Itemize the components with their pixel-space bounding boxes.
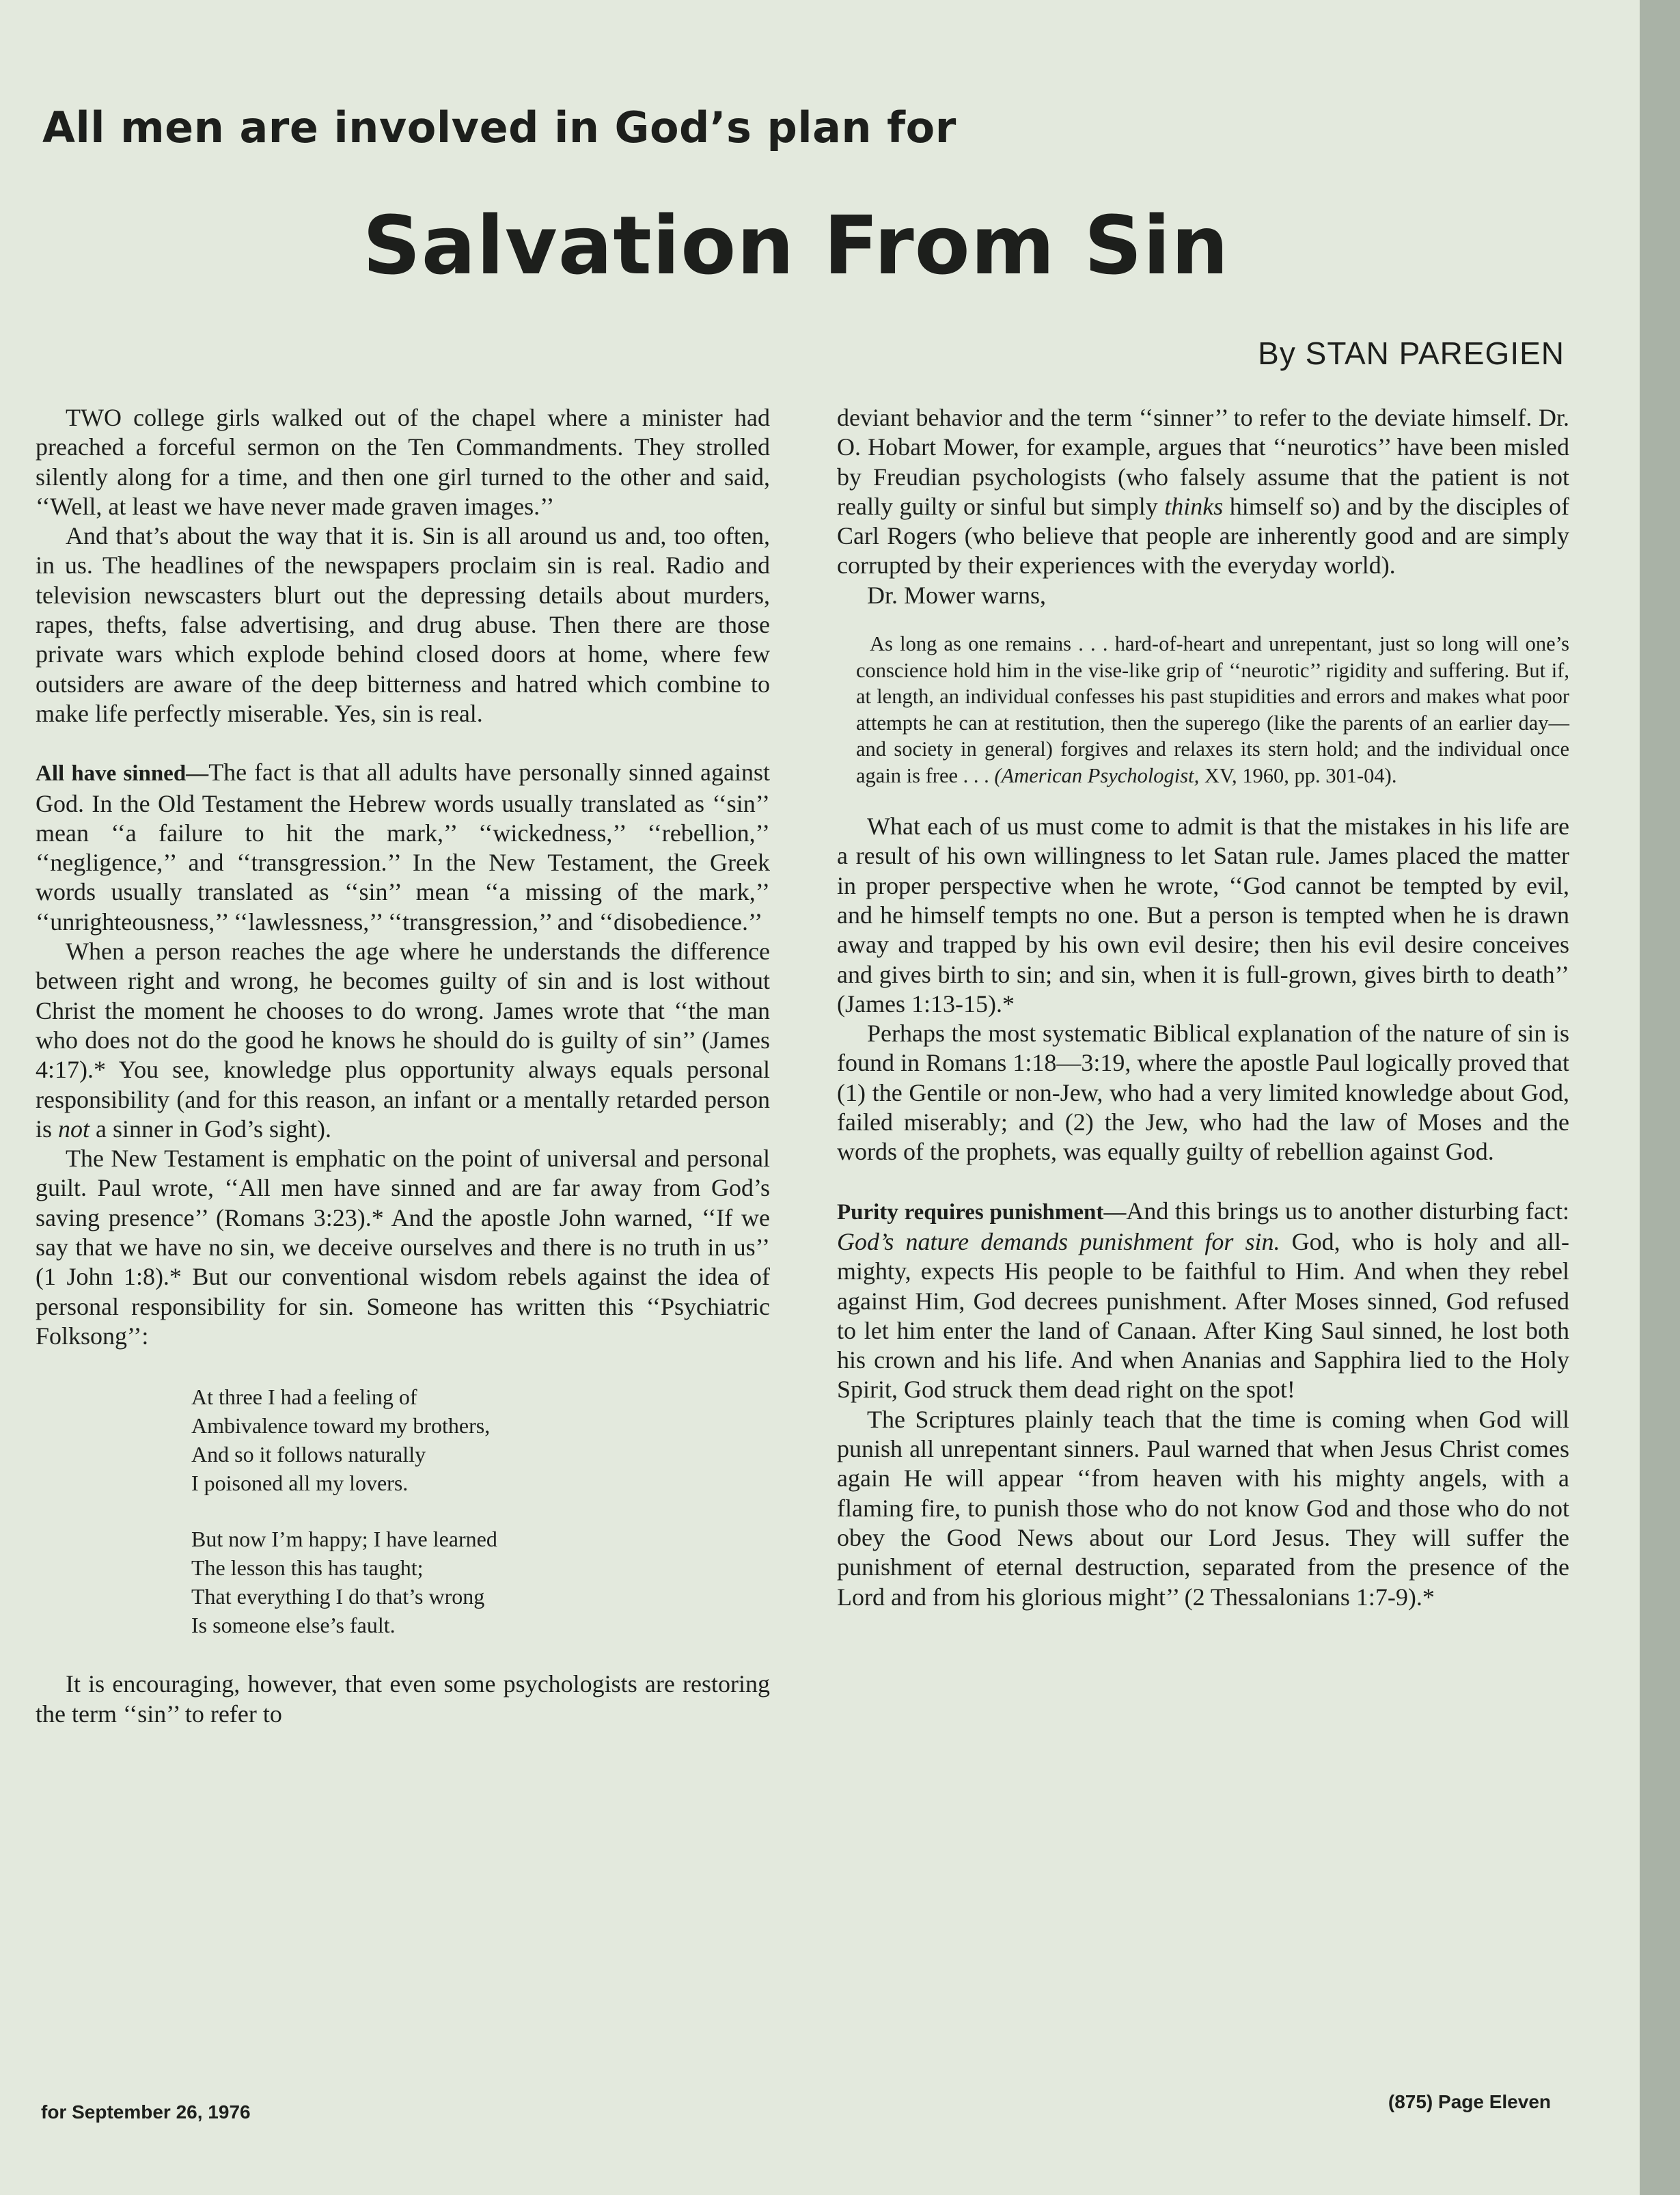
- quote-text-span: As long as one remains . . . hard-of-heart and unrepentant, just so long will one’s conscience hold him in the vise-like grip of ‘‘neurotic’’ rigidity and suffering. But if, at length, an individual confesses his past stupidities and errors and makes what poor attempts he can at restitution, then the superego (like the parents of an earlier day—and society in general) forgives and relaxes its stern hold; and the individual once again is free . . .: [856, 632, 1569, 787]
- left-column: [36, 403, 770, 1729]
- byline: By STAN PAREGIEN: [1258, 336, 1565, 371]
- paragraph: The Scriptures plainly teach that the time is coming when God will punish all unrepentant sinners. Paul warned that when Jesus Christ comes again He will appear ‘‘from heaven with his mighty angels, with a flaming fire, to punish those who do not know God and those who do not obey the Good News about our Lord Jesus. They will suffer the punishment of eternal destruction, separated from the presence of the Lord and from his glorious might’’ (2 Thessalonians 1:7-9).*: [837, 1405, 1569, 1611]
- emphasis: God’s nature demands punishment for sin.: [837, 1227, 1280, 1255]
- paragraph-text: And this brings us to another disturbing fact:: [1126, 1197, 1569, 1225]
- quote-text-span: XV, 1960, pp. 301-04).: [1199, 763, 1397, 787]
- paragraph: [837, 403, 1569, 581]
- page-number: (875) Page Eleven: [1388, 2091, 1551, 2112]
- block-quote: [856, 631, 1569, 789]
- paragraph: TWO college girls walked out of the chapel where a minister had preached a forceful sermon on the Ten Commandments. They strolled silently along for a time, and then one girl turned to the other and said, ‘‘Well, at least we have never made graven images.’’: [36, 404, 770, 520]
- article-kicker: All men are involved in God’s plan for: [42, 103, 956, 152]
- paragraph: [36, 758, 770, 937]
- poem: [191, 1382, 770, 1639]
- poem-line: Is someone else’s fault.: [191, 1613, 396, 1638]
- poem-line: And so it follows naturally: [191, 1442, 426, 1467]
- poem-stanza: [191, 1382, 770, 1497]
- poem-line: But now I’m happy; I have learned: [191, 1527, 497, 1552]
- paragraph-text: himself so) and by the disciples of Carl Rogers (who believe that people are inherently good and are simply corrupted by their experiences with the everyday world).: [837, 492, 1569, 580]
- paragraph: Dr. Mower warns,: [867, 581, 1046, 609]
- poem-line: The lesson this has taught;: [191, 1555, 424, 1581]
- poem-line: At three I had a feeling of: [191, 1385, 417, 1410]
- article-title: Salvation From Sin: [362, 198, 1230, 292]
- paragraph: It is encouraging, however, that even some psychologists are restoring the term ‘‘sin’’ to refer to: [36, 1670, 770, 1728]
- quote-text: [856, 631, 1569, 789]
- paragraph: Perhaps the most systematic Biblical explanation of the nature of sin is found in Romans 1:18—3:19, where the apostle Paul logically proved that (1) the Gentile or non-Jew, who had a very limited knowledge about God, failed miserably; and (2) the Jew, who had the law of Moses and the words of the prophets, was equally guilty of rebellion against God.: [837, 1020, 1569, 1166]
- right-column: [837, 403, 1569, 1612]
- paragraph: The New Testament is emphatic on the point of universal and personal guilt. Paul wrote, ‘‘All men have sinned and are far away from God’s saving presence’’ (Romans 3:23).* And the apostle John warned, ‘‘If we say that we have no sin, we deceive ourselves and there is no truth in us’’ (1 John 1:8).* But our conventional wisdom rebels against the idea of personal responsibility for sin. Someone has written this ‘‘Psychiatric Folksong’’:: [36, 1145, 770, 1350]
- footer-date: for September 26, 1976: [41, 2101, 251, 2123]
- emphasis: thinks: [1164, 492, 1224, 520]
- paragraph: [837, 1197, 1569, 1405]
- quote-citation: (American Psychologist,: [994, 763, 1200, 787]
- poem-line: That everything I do that’s wrong: [191, 1584, 485, 1609]
- poem-line: I poisoned all my lovers.: [191, 1471, 409, 1496]
- emphasis: not: [58, 1115, 90, 1143]
- section-heading: All have sinned—: [36, 761, 209, 787]
- paragraph-text: When a person reaches the age where he understands the difference between right and wrong, he becomes guilty of sin and is lost without Christ the moment he chooses to do wrong. James wrote that ‘‘the man who does not do the good he knows he should do is guilty of sin’’ (James 4:17).* You see, knowledge plus opportunity always equals personal responsibility (and for this reason, an infant or a mentally retarded person is: [36, 938, 770, 1143]
- section-heading: Purity requires punishment—: [837, 1199, 1127, 1225]
- paragraph: [36, 937, 770, 1144]
- poem-line: Ambivalence toward my brothers,: [191, 1413, 491, 1439]
- paragraph-text: a sinner in God’s sight).: [89, 1115, 332, 1143]
- paragraph-text: The fact is that all adults have personally sinned against God. In the Old Testament the Hebrew words usually translated as ‘‘sin’’ mean ‘‘a failure to hit the mark,’’ ‘‘wickedness,’’ ‘‘rebellion,’’ ‘‘negligence,’’ and ‘‘transgression.’’ In the New Testament, the Greek words usually translated as ‘‘sin’’ mean ‘‘a missing of the mark,’’ ‘‘unrighteousness,’’ ‘‘lawlessness,’’ ‘‘transgression,’’ and ‘‘disobedience.’’: [36, 759, 771, 936]
- paragraph-text: deviant behavior and the term ‘‘sinner’’ to refer to the deviate himself. Dr. O. Hobart Mower, for example, argues that ‘‘neurotics’’ have been misled by Freudian psychologists (who falsely assume that the patient is not really guilty or sinful but simply: [837, 404, 1569, 520]
- poem-stanza: [191, 1525, 770, 1639]
- paragraph-text: God, who is holy and all-mighty, expects His people to be faithful to Him. And when they rebel against Him, God decrees punishment. After Moses sinned, God refused to let him enter the land of Canaan. After King Saul sinned, he lost both his crown and his life. And when Ananias and Sapphira lied to the Holy Spirit, God struck them dead right on the spot!: [837, 1227, 1569, 1404]
- paragraph: And that’s about the way that it is. Sin is all around us and, too often, in us. The headlines of the newspapers proclaim sin is real. Radio and television newscasters blurt out the depressing details about murders, rapes, thefts, false advertising, and drug abuse. Then there are those private wars which explode behind closed doors at home, where few outsiders are aware of the deep bitterness and hatred which combine to make life perfectly miserable. Yes, sin is real.: [36, 522, 770, 727]
- paragraph: What each of us must come to admit is that the mistakes in his life are a result of his own willingness to let Satan rule. James placed the matter in proper perspective when he wrote, ‘‘God cannot be tempted by evil, and he himself tempts no one. But a person is tempted when he is drawn away and trapped by his own evil desire; then his evil desire conceives and gives birth to sin; and sin, when it is full-grown, gives birth to death’’ (James 1:13-15).*: [837, 813, 1569, 1018]
